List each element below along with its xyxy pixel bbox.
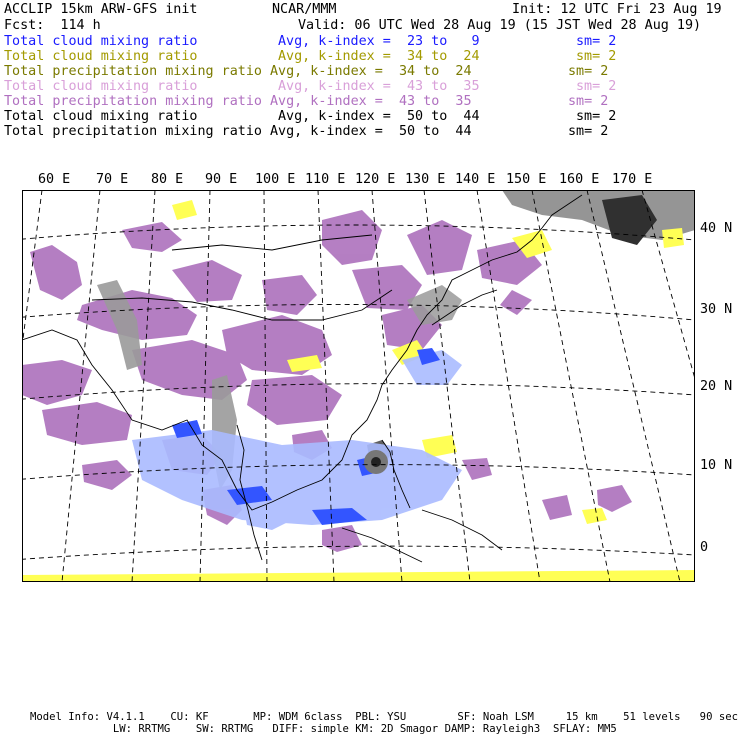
field-smoothing: sm= 2 xyxy=(576,34,617,49)
field-smoothing: sm= 2 xyxy=(576,49,617,64)
lon-label: 140 E xyxy=(455,172,496,187)
lon-label: 150 E xyxy=(506,172,547,187)
field-name: Total cloud mixing ratio xyxy=(4,79,198,94)
field-average: Avg, k-index = 50 to 44 xyxy=(278,109,480,124)
lon-label: 80 E xyxy=(151,172,184,187)
model-info-line2: LW: RRTMG SW: RRTMG DIFF: simple KM: 2D Smagor DAMP: Rayleigh3 SFLAY: MM5 xyxy=(30,723,617,735)
lon-label: 160 E xyxy=(559,172,600,187)
field-average: Avg, k-index = 34 to 24 xyxy=(270,64,472,79)
institution: NCAR/MMM xyxy=(272,2,337,17)
field-smoothing: sm= 2 xyxy=(568,64,609,79)
lon-label: 70 E xyxy=(96,172,129,187)
field-name: Total precipitation mixing ratio xyxy=(4,94,262,109)
lon-label: 90 E xyxy=(205,172,238,187)
field-smoothing: sm= 2 xyxy=(568,94,609,109)
field-name: Total cloud mixing ratio xyxy=(4,49,198,64)
lat-label: 30 N xyxy=(700,302,733,317)
field-name: Total cloud mixing ratio xyxy=(4,109,198,124)
field-name: Total cloud mixing ratio xyxy=(4,34,198,49)
lat-label: 20 N xyxy=(700,379,733,394)
field-average: Avg, k-index = 43 to 35 xyxy=(278,79,480,94)
model-title: ACCLIP 15km ARW-GFS init xyxy=(4,2,198,17)
field-smoothing: sm= 2 xyxy=(576,109,617,124)
lon-label: 120 E xyxy=(355,172,396,187)
field-smoothing: sm= 2 xyxy=(568,124,609,139)
field-name: Total precipitation mixing ratio xyxy=(4,124,262,139)
lon-label: 130 E xyxy=(405,172,446,187)
field-average: Avg, k-index = 43 to 35 xyxy=(270,94,472,109)
lat-label: 0 xyxy=(700,540,709,555)
lon-label: 100 E xyxy=(255,172,296,187)
field-name: Total precipitation mixing ratio xyxy=(4,64,262,79)
field-average: Avg, k-index = 23 to 9 xyxy=(278,34,480,49)
lon-label: 60 E xyxy=(38,172,71,187)
field-smoothing: sm= 2 xyxy=(576,79,617,94)
typhoon-core xyxy=(364,450,388,474)
lat-label: 10 N xyxy=(700,458,733,473)
lon-label: 110 E xyxy=(305,172,346,187)
field-average: Avg, k-index = 50 to 44 xyxy=(270,124,472,139)
forecast-map xyxy=(22,190,695,582)
lat-label: 40 N xyxy=(700,221,733,236)
field-average: Avg, k-index = 34 to 24 xyxy=(278,49,480,64)
forecast-hour: Fcst: 114 h xyxy=(4,18,101,33)
valid-time: Valid: 06 UTC Wed 28 Aug 19 (15 JST Wed 28 Aug 19) xyxy=(298,18,702,33)
model-info-line1: Model Info: V4.1.1 CU: KF MP: WDM 6class PBL: YSU SF: Noah LSM 15 km 51 levels 90 sec xyxy=(30,711,738,723)
lon-label: 170 E xyxy=(612,172,653,187)
init-time: Init: 12 UTC Fri 23 Aug 19 xyxy=(512,2,722,17)
